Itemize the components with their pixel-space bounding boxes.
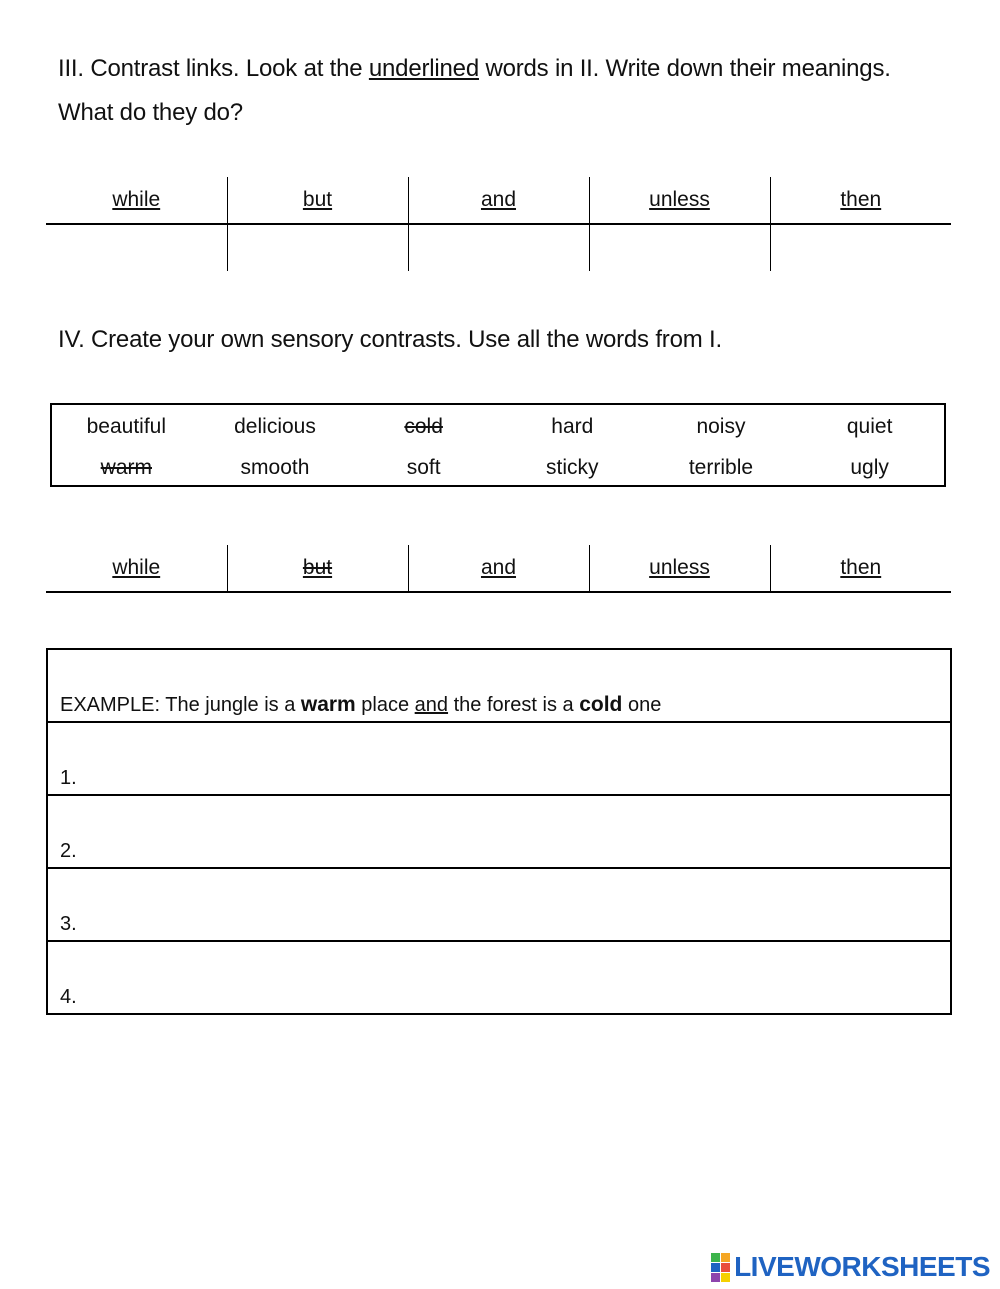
word-bank-item: hard [551,414,594,438]
link-bank-cell [589,545,770,592]
example-middle-1: place [355,694,415,716]
link-bank-but-used: but [302,556,333,579]
meaning-answer-cell-while[interactable] [46,224,227,271]
word-bank-item: terrible [688,455,754,479]
logo-block [721,1273,730,1282]
logo-block [721,1253,730,1262]
section-3-heading [58,47,938,135]
sentence-answer-table [46,648,952,1015]
link-header-cell [589,177,770,224]
link-word-and: and [480,188,517,211]
word-bank-item: beautiful [86,414,167,438]
word-bank-item: soft [406,455,441,479]
word-bank-item-used: warm [100,455,152,479]
link-header-cell [770,177,951,224]
link-bank-then: then [840,556,882,579]
link-bank-cell [227,545,408,592]
section-3-heading-underlined: underlined [368,55,479,82]
example-prefix: EXAMPLE: The jungle is a [60,694,301,716]
answer-label: 1. [60,767,77,789]
example-sentence [47,649,951,722]
contrast-links-meaning-table [46,177,951,271]
example-word-2: cold [579,693,623,716]
logo-block [721,1263,730,1272]
link-bank-and: and [480,556,517,579]
example-word-1: warm [300,693,356,716]
logo-blocks-icon [711,1253,730,1282]
logo-block [711,1263,720,1272]
logo-block [711,1253,720,1262]
section-3-heading-part1: III. Contrast links. Look at the [58,55,369,82]
liveworksheets-logo [711,1249,990,1285]
word-bank-item: quiet [846,414,893,438]
word-bank-item: ugly [850,455,889,479]
meaning-answer-cell-and[interactable] [408,224,589,271]
example-suffix: one [622,694,662,716]
logo-block [711,1273,720,1282]
word-bank-item-used: cold [404,414,443,438]
word-bank-item: sticky [546,455,599,479]
link-bank-cell [46,545,227,592]
answer-row-1[interactable] [47,722,951,795]
link-bank-cell [408,545,589,592]
meaning-answer-cell-unless[interactable] [589,224,770,271]
link-word-then: then [840,188,882,211]
example-middle-2: the forest is a [448,694,580,716]
answer-row-3[interactable] [47,868,951,941]
link-header-cell [46,177,227,224]
link-header-cell [227,177,408,224]
answer-row-2[interactable] [47,795,951,868]
meaning-answer-cell-then[interactable] [770,224,951,271]
link-bank-unless: unless [649,556,710,579]
answer-label: 4. [60,986,77,1008]
logo-text: LIVEWORKSHEETS [734,1251,990,1282]
section-4-heading: IV. Create your own sensory contrasts. Use all the words from I. [58,326,722,353]
contrast-links-bank [46,545,951,593]
word-bank-item: noisy [696,414,746,438]
link-word-while: while [112,188,161,211]
link-word-unless: unless [649,188,710,211]
section-3-heading-part2: words in II. Write down their meanings. What do they do? [58,55,891,126]
sensory-word-bank [50,403,946,487]
link-bank-while: while [112,556,161,579]
link-word-but: but [302,188,333,211]
example-link: and [414,694,449,716]
link-header-cell [408,177,589,224]
answer-row-4[interactable] [47,941,951,1014]
meaning-answer-cell-but[interactable] [227,224,408,271]
answer-label: 3. [60,913,77,935]
word-bank-item: delicious [234,414,316,438]
word-bank-item: smooth [240,455,310,479]
link-bank-cell [770,545,951,592]
answer-label: 2. [60,840,77,862]
